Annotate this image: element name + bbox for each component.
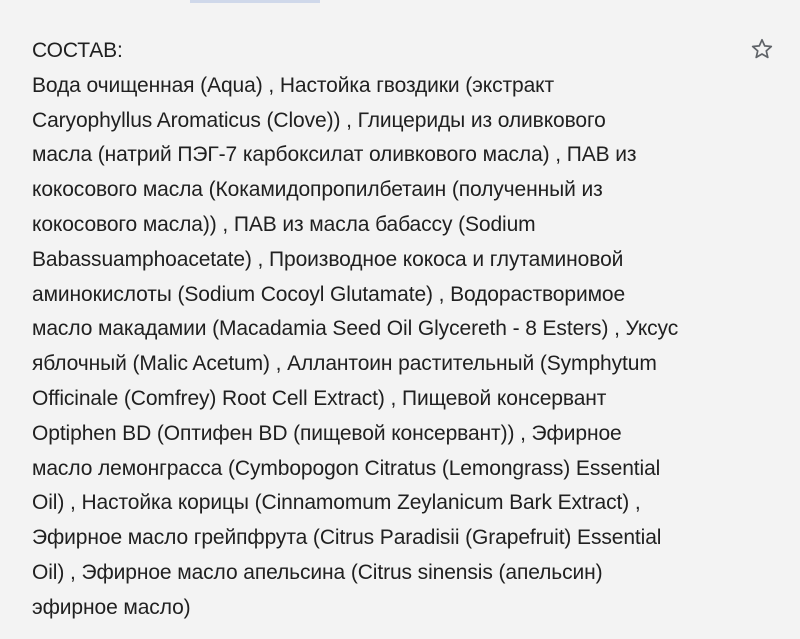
composition-text: СОСТАВ: Вода очищенная (Aqua) , Настойка гвоздики (экстракт Caryophyllus Aromaticus (Clove)) , Глицериды из оливкового масла (натрий ПЭГ-7 карбоксилат оливкового масла) , ПАВ из кокосового масла (Кокамидопропилбетаин (полученный из кокосового масла)) , ПАВ из масла бабассу (Sodium Babassuamphoacetate) , Производное кокоса и глутаминовой аминокислоты (Sodium Cocoyl Glutamate) , Водорастворимое масло макадамии (Macadamia Seed Oil Glycereth - 8 Esters) , Уксус яблочный (Malic Acetum) , Аллантоин растительный (Symphytum Officinale (Comfrey) Root Cell Extract) , Пищевой консервант Optiphen BD (Оптифен BD (пищевой консервант)) , Эфирное масло лемонграсса (Cymbopogon Citratus (Lemongrass) Essential Oil) , Настойка корицы (Cinnamomum Zeylanicum Bark Extract) , Эфирное масло грейпфрута (Citrus Paradisii (Grapefruit) Essential Oil) , Эфирное масло апельсина (Citrus sinensis (апельсин) эфирное масло)	[32, 39, 679, 619]
star-icon[interactable]	[750, 37, 774, 61]
